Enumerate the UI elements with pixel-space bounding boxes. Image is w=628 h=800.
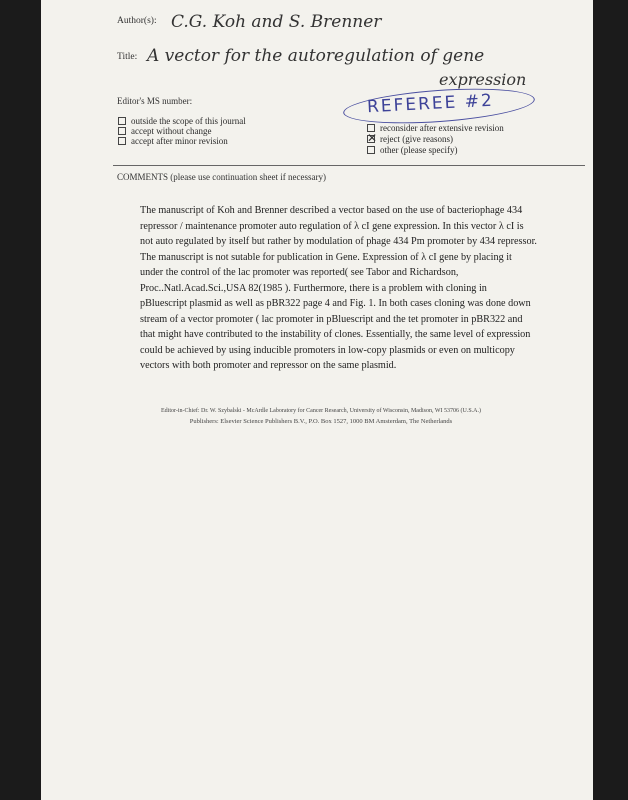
comment-line: could be achieved by using inducible promoters in low-copy plasmids or even on multicopy [140,344,515,356]
comments-body [140,203,548,374]
checkbox-other[interactable] [367,145,457,155]
comments-label: COMMENTS (please use continuation sheet if necessary) [117,172,326,182]
checkbox-reconsider[interactable] [367,123,504,133]
title-handwritten-line2: expression [439,70,527,89]
checkbox-square[interactable] [118,117,126,125]
checkbox-label: accept without change [131,126,212,136]
comment-line: The manuscript of Koh and Brenner described a vector based on the use of bacteriophage 434 [140,205,523,216]
checkbox-accept-minor[interactable] [118,136,228,146]
comment-line: repressor / maintenance promoter auto regulation of λ cI gene expression. In this vector λ cI is [140,220,524,232]
comment-line: pBluescript plasmid as well as pBR322 page 4 and Fig. 1. In both cases cloning was done down [140,298,531,309]
comment-line: The manuscript is not sutable for publication in Gene. Expression of λ cI gene by placing it [140,251,512,263]
ms-number-label: Editor's MS number: [117,96,193,106]
checkbox-reject[interactable] [367,134,453,144]
footer-publishers: Publishers: Elsevier Science Publishers B.V., P.O. Box 1527, 1000 BM Amsterdam, The Netherlands [189,418,453,425]
comment-line: under the control of the lac promoter was reported( see Tabor and Richardson, [140,267,459,278]
comment-line: not auto regulated by itself but rather by modulation of phage 434 Pm promoter by 434 repressor. [140,236,537,247]
checkbox-accept[interactable] [118,126,211,136]
comment-line: vectors with both promoter and repressor on the same plasmid. [140,360,397,371]
footer-editor: Editor-in-Chief: Dr. W. Szybalski - McArdle Laboratory for Cancer Research, University of Wisconsin, Madison, WI 53706 (U.S.A.) [160,408,482,414]
checkbox-label: other (please specify) [380,145,458,155]
authors-handwritten: C.G. Koh and S. Brenner [171,12,382,32]
checkbox-square[interactable] [118,127,126,135]
authors-label: Author(s): [117,16,157,26]
checkbox-label: outside the scope of this journal [131,116,246,126]
checkbox-label: reject (give reasons) [380,134,453,144]
comment-line: stream of a vector promoter ( lac promoter in pBluescript and the tet promoter in pBR322 and [140,313,523,325]
referee-stamp: REFEREE #2 [366,90,495,118]
divider [113,165,585,166]
checkbox-square[interactable] [367,146,375,154]
checkmark-x-icon: ✕ [367,131,378,145]
title-handwritten-line1: A vector for the autoregulation of gene [147,46,485,66]
checkbox-label: reconsider after extensive revision [380,123,504,133]
checkbox-square[interactable] [118,137,126,145]
checkbox-label: accept after minor revision [131,136,228,146]
comment-line: Proc..Natl.Acad.Sci.,USA 82(1985 ). Furthermore, there is a problem with cloning in [140,282,487,294]
checkbox-outside-scope[interactable] [118,116,246,126]
title-label: Title: [117,52,138,62]
document-page [41,0,593,800]
comment-line: that might have contributed to the instability of clones. Essentially, the same level of expression [140,329,531,340]
